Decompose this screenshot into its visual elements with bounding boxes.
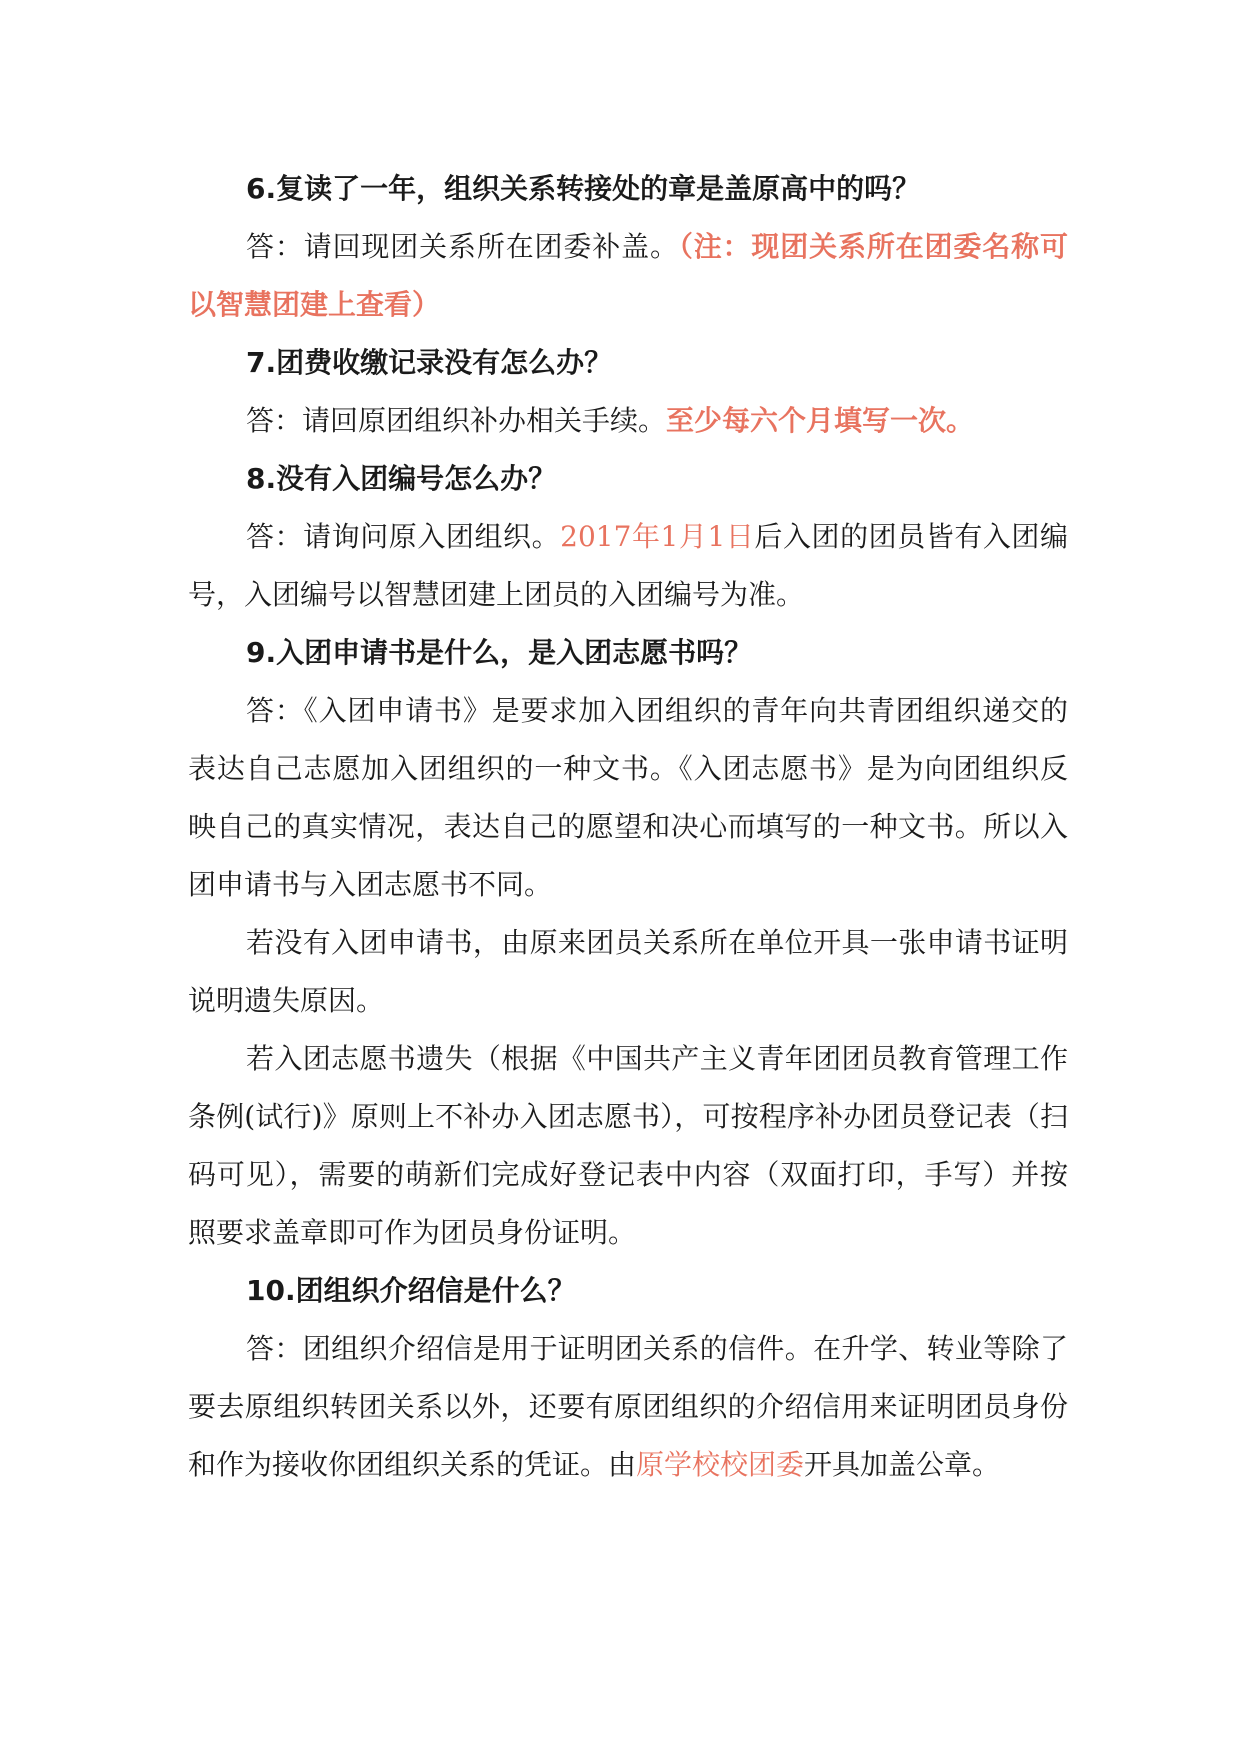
answer-7	[188, 392, 1068, 450]
answer-6-text: 答：请回现团关系所在团委补盖。	[246, 230, 679, 263]
answer-10-suffix: 开具加盖公章。	[804, 1448, 1001, 1481]
answer-9-para-3: 若入团志愿书遗失（根据《中国共产主义青年团团员教育管理工作条例(试行)》原则上不补办入团志愿书），可按程序补办团员登记表（扫码可见），需要的萌新们完成好登记表中内容（双面打印，手写）并按照要求盖章即可作为团员身份证明。	[188, 1042, 1068, 1249]
answer-6-note: （注：现团关系所在团委名称可以智慧团建上查看）	[188, 230, 1068, 321]
answer-9: 答：《入团申请书》是要求加入团组织的青年向共青团组织递交的表达自己志愿加入团组织的一种文书。《入团志愿书》是为向团组织反映自己的真实情况，表达自己的愿望和决心而填写的一种文书。所以入团申请书与入团志愿书不同。	[188, 694, 1068, 901]
document-page	[188, 160, 1068, 1494]
answer-10	[188, 1320, 1068, 1494]
answer-8-date: 2017年1月1日	[560, 520, 755, 553]
answer-9-para-2: 若没有入团申请书，由原来团员关系所在单位开具一张申请书证明说明遗失原因。	[188, 926, 1068, 1017]
answer-8-suffix: 后入团的团员皆有入团编号，入团编号以智慧团建上团员的入团编号为准。	[188, 520, 1068, 611]
answer-10-issuer: 原学校校团委	[636, 1448, 805, 1481]
answer-7-note: 至少每六个月填写一次。	[666, 404, 975, 437]
answer-8-text: 答：请询问原入团组织。	[246, 520, 561, 553]
question-7: 7.团费收缴记录没有怎么办？	[246, 346, 613, 379]
answer-7-text: 答：请回原团组织补办相关手续。	[246, 404, 667, 437]
question-6: 6.复读了一年，组织关系转接处的章是盖原高中的吗？	[246, 172, 921, 205]
question-8: 8.没有入团编号怎么办？	[246, 462, 557, 495]
answer-6	[188, 218, 1068, 334]
answer-8	[188, 508, 1068, 624]
question-10: 10.团组织介绍信是什么？	[246, 1274, 576, 1307]
answer-10-text: 答：团组织介绍信是用于证明团关系的信件。在升学、转业等除了要去原组织转团关系以外，还要有原团组织的介绍信用来证明团员身份和作为接收你团组织关系的凭证。由	[188, 1332, 1068, 1481]
question-9: 9.入团申请书是什么，是入团志愿书吗？	[246, 636, 753, 669]
